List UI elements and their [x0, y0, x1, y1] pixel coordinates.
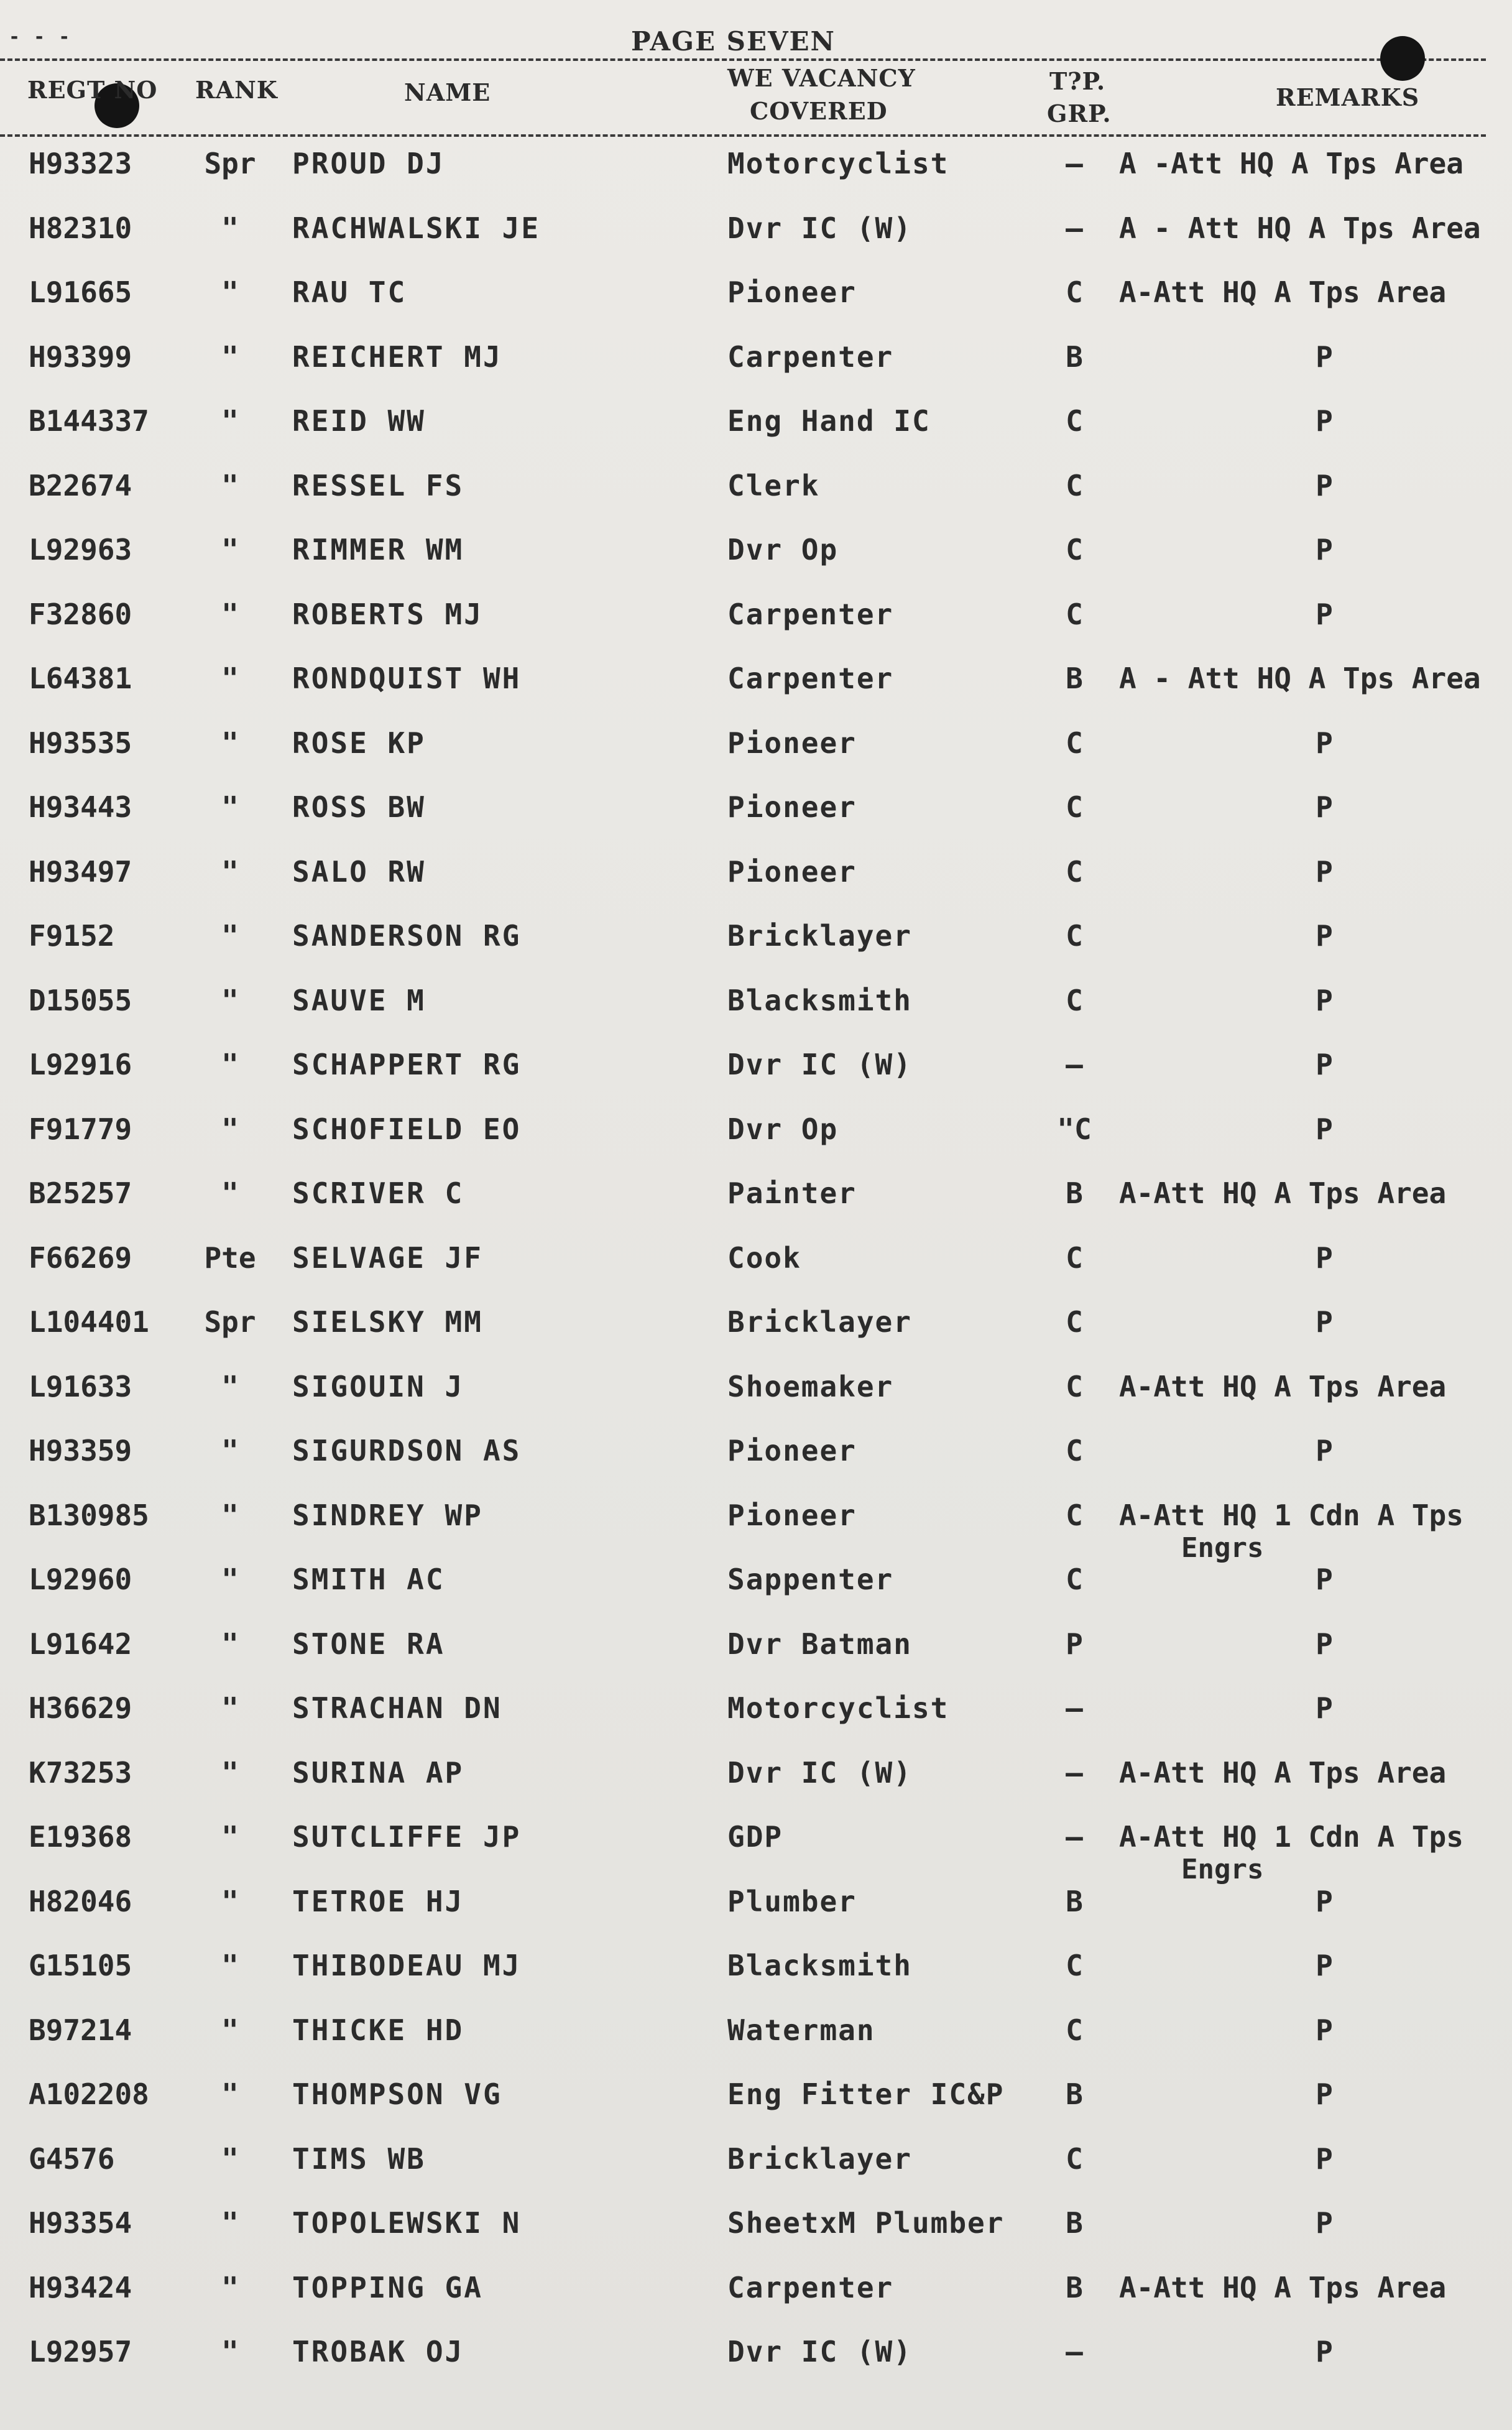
rank-cell: " [221, 1691, 239, 1725]
rank-cell: " [221, 919, 239, 953]
grp-cell: – [1066, 147, 1083, 180]
remarks-cell: P [1316, 2013, 1333, 2047]
vacancy-cell: Carpenter [727, 340, 894, 374]
remarks-cell: P [1316, 1949, 1333, 1982]
header-name: NAME [404, 78, 491, 106]
table-row [0, 2142, 1512, 2204]
name-cell: RONDQUIST WH [292, 662, 522, 695]
name-cell: RACHWALSKI JE [292, 211, 541, 245]
regt-no-cell: L91633 [29, 1370, 132, 1403]
rank-cell: " [221, 2077, 239, 2111]
name-cell: SANDERSON RG [292, 919, 522, 953]
name-cell: RAU TC [292, 275, 407, 309]
vacancy-cell: Cook [727, 1241, 801, 1275]
vacancy-cell: Carpenter [727, 598, 894, 631]
name-cell: SCRIVER C [292, 1176, 464, 1210]
header-vacancy-line2: COVERED [750, 97, 888, 125]
table-row [0, 1434, 1512, 1496]
regt-no-cell: D15055 [29, 984, 132, 1017]
name-cell: SALO RW [292, 855, 426, 889]
remarks-cell: A -Att HQ A Tps Area [1119, 147, 1464, 180]
corner-mark: - - - [9, 26, 71, 48]
name-cell: SUTCLIFFE JP [292, 1820, 522, 1854]
regt-no-cell: H93359 [29, 1434, 132, 1467]
vacancy-cell: Motorcyclist [727, 1691, 949, 1725]
rank-cell: " [221, 2013, 239, 2047]
rank-cell: " [221, 275, 239, 309]
remarks-continuation-cell: Engrs [1181, 1854, 1264, 1885]
regt-no-cell: L92960 [29, 1563, 132, 1596]
table-row [0, 1627, 1512, 1689]
regt-no-cell: B144337 [29, 404, 149, 438]
rank-cell: Spr [204, 1305, 256, 1339]
grp-cell: C [1066, 919, 1083, 953]
table-row [0, 919, 1512, 981]
table-row [0, 1499, 1512, 1564]
vacancy-cell: Bricklayer [727, 2142, 912, 2176]
rank-cell: " [221, 533, 239, 566]
remarks-cell: A-Att HQ A Tps Area [1119, 1370, 1447, 1403]
grp-cell: – [1066, 1048, 1083, 1081]
vacancy-cell: Blacksmith [727, 1949, 912, 1982]
rank-cell: " [221, 1499, 239, 1532]
rank-cell: " [221, 1820, 239, 1854]
regt-no-cell: A102208 [29, 2077, 149, 2111]
rank-cell: " [221, 598, 239, 631]
regt-no-cell: F9152 [29, 919, 115, 953]
grp-cell: – [1066, 1691, 1083, 1725]
remarks-cell: P [1316, 1885, 1333, 1918]
grp-cell: B [1066, 2206, 1083, 2240]
grp-cell: B [1066, 2271, 1083, 2304]
regt-no-cell: H93354 [29, 2206, 132, 2240]
vacancy-cell: Waterman [727, 2013, 875, 2047]
remarks-continuation-cell: Engrs [1181, 1532, 1264, 1564]
grp-cell: – [1066, 1820, 1083, 1854]
table-row [0, 984, 1512, 1046]
name-cell: RESSEL FS [292, 469, 464, 502]
vacancy-cell: Painter [727, 1176, 857, 1210]
vacancy-cell: Clerk [727, 469, 820, 502]
rank-cell: " [221, 984, 239, 1017]
grp-cell: C [1066, 1563, 1083, 1596]
name-cell: SIGURDSON AS [292, 1434, 522, 1467]
remarks-cell: P [1316, 340, 1333, 374]
grp-cell: C [1066, 790, 1083, 824]
remarks-cell: P [1316, 598, 1333, 631]
vacancy-cell: Plumber [727, 1885, 857, 1918]
name-cell: TOPOLEWSKI N [292, 2206, 522, 2240]
grp-cell: C [1066, 2142, 1083, 2176]
header-grp-line1: T?P. [1049, 67, 1106, 95]
vacancy-cell: Pioneer [727, 855, 857, 889]
name-cell: SINDREY WP [292, 1499, 483, 1532]
grp-cell: C [1066, 533, 1083, 566]
rank-cell: " [221, 2206, 239, 2240]
name-cell: STONE RA [292, 1627, 445, 1661]
name-cell: PROUD DJ [292, 147, 445, 180]
vacancy-cell: Eng Fitter IC&P [727, 2077, 1005, 2111]
rank-cell: " [221, 469, 239, 502]
rank-cell: " [221, 855, 239, 889]
vacancy-cell: Dvr Op [727, 533, 839, 566]
regt-no-cell: E19368 [29, 1820, 132, 1854]
rank-cell: " [221, 726, 239, 760]
header-top-rule [0, 58, 1486, 61]
rank-cell: " [221, 1563, 239, 1596]
table-row [0, 1949, 1512, 2011]
vacancy-cell: Pioneer [727, 275, 857, 309]
table-row [0, 469, 1512, 531]
remarks-cell: P [1316, 1241, 1333, 1275]
table-row [0, 340, 1512, 402]
regt-no-cell: H93424 [29, 2271, 132, 2304]
grp-cell: C [1066, 726, 1083, 760]
grp-cell: C [1066, 469, 1083, 502]
grp-cell: B [1066, 662, 1083, 695]
rank-cell: " [221, 404, 239, 438]
remarks-cell: A-Att HQ A Tps Area [1119, 1756, 1447, 1790]
name-cell: SAUVE M [292, 984, 426, 1017]
regt-no-cell: H36629 [29, 1691, 132, 1725]
table-row [0, 1691, 1512, 1753]
regt-no-cell: H82046 [29, 1885, 132, 1918]
vacancy-cell: Shoemaker [727, 1370, 894, 1403]
grp-cell: C [1066, 1949, 1083, 1982]
vacancy-cell: Bricklayer [727, 1305, 912, 1339]
vacancy-cell: Pioneer [727, 726, 857, 760]
remarks-cell: P [1316, 919, 1333, 953]
remarks-cell: P [1316, 469, 1333, 502]
grp-cell: C [1066, 1370, 1083, 1403]
page-title: PAGE SEVEN [631, 26, 836, 57]
regt-no-cell: L64381 [29, 662, 132, 695]
name-cell: TOPPING GA [292, 2271, 483, 2304]
rank-cell: Pte [204, 1241, 256, 1275]
rank-cell: " [221, 1885, 239, 1918]
name-cell: STRACHAN DN [292, 1691, 502, 1725]
table-row [0, 533, 1512, 595]
table-row [0, 598, 1512, 660]
name-cell: SIELSKY MM [292, 1305, 483, 1339]
remarks-cell: A-Att HQ 1 Cdn A Tps [1119, 1499, 1464, 1532]
table-row [0, 1563, 1512, 1625]
vacancy-cell: Bricklayer [727, 919, 912, 953]
name-cell: ROSE KP [292, 726, 426, 760]
remarks-cell: P [1316, 404, 1333, 438]
vacancy-cell: SheetxM Plumber [727, 2206, 1005, 2240]
header-rank: RANK [195, 76, 278, 104]
name-cell: SCHAPPERT RG [292, 1048, 522, 1081]
grp-cell: – [1066, 1756, 1083, 1790]
vacancy-cell: Dvr IC (W) [727, 2335, 912, 2368]
table-row [0, 211, 1512, 274]
name-cell: TIMS WB [292, 2142, 426, 2176]
name-cell: ROSS BW [292, 790, 426, 824]
rank-cell: " [221, 1048, 239, 1081]
regt-no-cell: L104401 [29, 1305, 149, 1339]
remarks-cell: P [1316, 984, 1333, 1017]
table-row [0, 790, 1512, 852]
rank-cell: " [221, 1627, 239, 1661]
remarks-cell: P [1316, 1305, 1333, 1339]
name-cell: SCHOFIELD EO [292, 1112, 522, 1146]
name-cell: THIBODEAU MJ [292, 1949, 522, 1982]
rank-cell: " [221, 211, 239, 245]
grp-cell: – [1066, 211, 1083, 245]
vacancy-cell: GDP [727, 1820, 783, 1854]
rank-cell: " [221, 1434, 239, 1467]
vacancy-cell: Pioneer [727, 790, 857, 824]
rank-cell: " [221, 662, 239, 695]
regt-no-cell: H93323 [29, 147, 132, 180]
remarks-cell: P [1316, 790, 1333, 824]
remarks-cell: P [1316, 533, 1333, 566]
vacancy-cell: Carpenter [727, 662, 894, 695]
grp-cell: B [1066, 1885, 1083, 1918]
regt-no-cell: L91665 [29, 275, 132, 309]
regt-no-cell: G15105 [29, 1949, 132, 1982]
grp-cell: "C [1057, 1112, 1092, 1146]
name-cell: THOMPSON VG [292, 2077, 502, 2111]
vacancy-cell: Carpenter [727, 2271, 894, 2304]
rank-cell: " [221, 1756, 239, 1790]
table-row [0, 2206, 1512, 2268]
vacancy-cell: Eng Hand IC [727, 404, 931, 438]
grp-cell: P [1066, 1627, 1083, 1661]
regt-no-cell: B22674 [29, 469, 132, 502]
rank-cell: " [221, 790, 239, 824]
rank-cell: " [221, 2271, 239, 2304]
vacancy-cell: Dvr IC (W) [727, 211, 912, 245]
grp-cell: C [1066, 2013, 1083, 2047]
table-row [0, 2013, 1512, 2076]
remarks-cell: A-Att HQ A Tps Area [1119, 2271, 1447, 2304]
regt-no-cell: K73253 [29, 1756, 132, 1790]
rank-cell: " [221, 2142, 239, 2176]
remarks-cell: P [1316, 1563, 1333, 1596]
regt-no-cell: H93443 [29, 790, 132, 824]
grp-cell: C [1066, 404, 1083, 438]
grp-cell: C [1066, 1241, 1083, 1275]
name-cell: SURINA AP [292, 1756, 464, 1790]
grp-cell: C [1066, 1305, 1083, 1339]
regt-no-cell: F91779 [29, 1112, 132, 1146]
grp-cell: – [1066, 2335, 1083, 2368]
name-cell: THICKE HD [292, 2013, 464, 2047]
regt-no-cell: H93497 [29, 855, 132, 889]
header-remarks: REMARKS [1276, 83, 1420, 111]
table-row [0, 2077, 1512, 2140]
remarks-cell: P [1316, 855, 1333, 889]
vacancy-cell: Pioneer [727, 1499, 857, 1532]
table-row [0, 1370, 1512, 1432]
rank-cell: " [221, 1370, 239, 1403]
regt-no-cell: H82310 [29, 211, 132, 245]
table-row [0, 1756, 1512, 1818]
regt-no-cell: F66269 [29, 1241, 132, 1275]
grp-cell: C [1066, 275, 1083, 309]
grp-cell: B [1066, 1176, 1083, 1210]
name-cell: TETROE HJ [292, 1885, 464, 1918]
table-row [0, 1305, 1512, 1367]
table-row [0, 1048, 1512, 1110]
personnel-table [0, 142, 1512, 2418]
vacancy-cell: Motorcyclist [727, 147, 949, 180]
rank-cell: " [221, 2335, 239, 2368]
table-row [0, 1112, 1512, 1175]
vacancy-cell: Pioneer [727, 1434, 857, 1467]
punch-hole-right [1380, 36, 1425, 81]
name-cell: SIGOUIN J [292, 1370, 464, 1403]
name-cell: RIMMER WM [292, 533, 464, 566]
rank-cell: " [221, 340, 239, 374]
regt-no-cell: B97214 [29, 2013, 132, 2047]
rank-cell: " [221, 1949, 239, 1982]
header-bottom-rule [0, 134, 1486, 137]
table-row [0, 1176, 1512, 1239]
regt-no-cell: F32860 [29, 598, 132, 631]
name-cell: SELVAGE JF [292, 1241, 483, 1275]
regt-no-cell: B25257 [29, 1176, 132, 1210]
vacancy-cell: Sappenter [727, 1563, 894, 1596]
remarks-cell: P [1316, 2142, 1333, 2176]
vacancy-cell: Dvr Batman [727, 1627, 912, 1661]
remarks-cell: P [1316, 2335, 1333, 2368]
regt-no-cell: L91642 [29, 1627, 132, 1661]
remarks-cell: P [1316, 1112, 1333, 1146]
vacancy-cell: Blacksmith [727, 984, 912, 1017]
remarks-cell: A-Att HQ A Tps Area [1119, 1176, 1447, 1210]
name-cell: REID WW [292, 404, 426, 438]
header-vacancy-line1: WE VACANCY [727, 64, 916, 92]
remarks-cell: A-Att HQ 1 Cdn A Tps [1119, 1820, 1464, 1854]
rank-cell: Spr [204, 147, 256, 180]
grp-cell: C [1066, 855, 1083, 889]
remarks-cell: P [1316, 1627, 1333, 1661]
vacancy-cell: Dvr Op [727, 1112, 839, 1146]
remarks-cell: A-Att HQ A Tps Area [1119, 275, 1447, 309]
table-row [0, 275, 1512, 338]
header-regt-no: REGT NO [27, 76, 158, 104]
remarks-cell: P [1316, 1434, 1333, 1467]
remarks-cell: A - Att HQ A Tps Area [1119, 211, 1481, 245]
regt-no-cell: B130985 [29, 1499, 149, 1532]
grp-cell: B [1066, 340, 1083, 374]
remarks-cell: P [1316, 1048, 1333, 1081]
remarks-cell: P [1316, 1691, 1333, 1725]
regt-no-cell: L92957 [29, 2335, 132, 2368]
regt-no-cell: L92916 [29, 1048, 132, 1081]
remarks-cell: P [1316, 726, 1333, 760]
remarks-cell: P [1316, 2077, 1333, 2111]
regt-no-cell: L92963 [29, 533, 132, 566]
table-row [0, 1885, 1512, 1947]
grp-cell: C [1066, 1499, 1083, 1532]
remarks-cell: A - Att HQ A Tps Area [1119, 662, 1481, 695]
grp-cell: C [1066, 598, 1083, 631]
table-row [0, 855, 1512, 917]
grp-cell: C [1066, 1434, 1083, 1467]
vacancy-cell: Dvr IC (W) [727, 1048, 912, 1081]
rank-cell: " [221, 1112, 239, 1146]
name-cell: TROBAK OJ [292, 2335, 464, 2368]
table-row [0, 2271, 1512, 2333]
name-cell: REICHERT MJ [292, 340, 502, 374]
grp-cell: B [1066, 2077, 1083, 2111]
name-cell: ROBERTS MJ [292, 598, 483, 631]
header-grp-line2: GRP. [1047, 99, 1112, 127]
remarks-cell: P [1316, 2206, 1333, 2240]
table-row [0, 1820, 1512, 1885]
table-row [0, 662, 1512, 724]
table-row [0, 726, 1512, 788]
table-row [0, 2335, 1512, 2397]
vacancy-cell: Dvr IC (W) [727, 1756, 912, 1790]
table-row [0, 1241, 1512, 1303]
rank-cell: " [221, 1176, 239, 1210]
regt-no-cell: H93399 [29, 340, 132, 374]
regt-no-cell: H93535 [29, 726, 132, 760]
table-row [0, 147, 1512, 209]
regt-no-cell: G4576 [29, 2142, 115, 2176]
name-cell: SMITH AC [292, 1563, 445, 1596]
grp-cell: C [1066, 984, 1083, 1017]
table-row [0, 404, 1512, 466]
